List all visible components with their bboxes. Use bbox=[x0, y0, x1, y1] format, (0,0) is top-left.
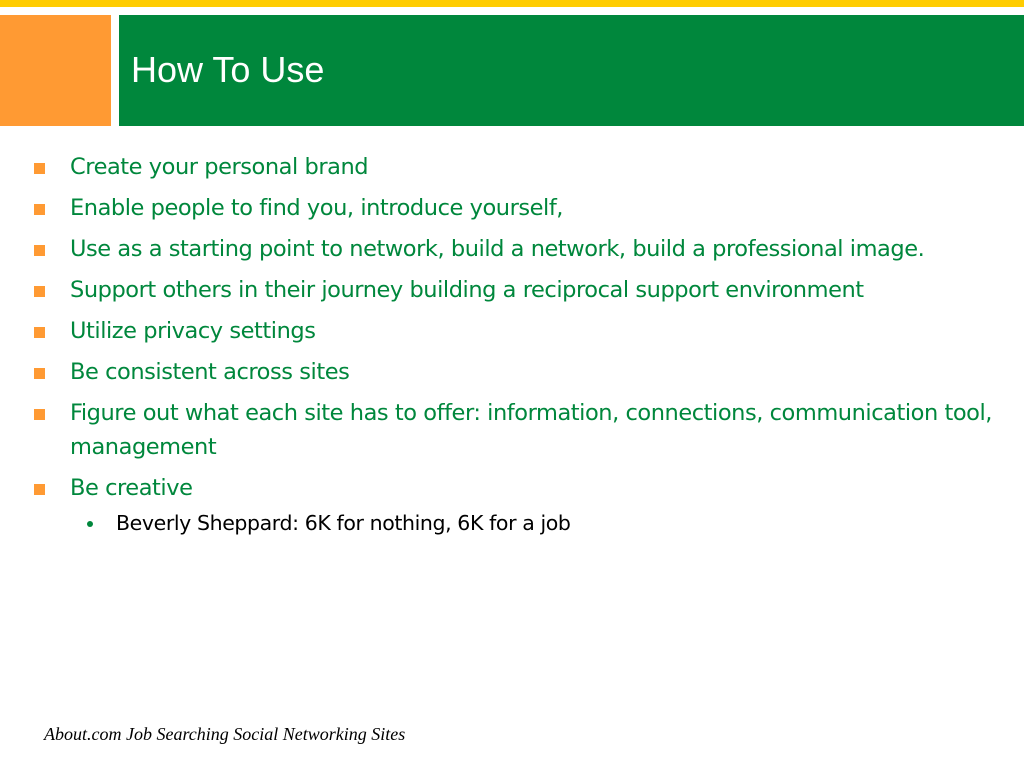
bullet-item bbox=[0, 150, 1024, 184]
slide-title: How To Use bbox=[131, 49, 325, 90]
footer-caption: About.com Job Searching Social Networking Sites bbox=[44, 724, 406, 744]
square-bullet-icon bbox=[34, 409, 45, 420]
square-bullet-icon bbox=[34, 163, 45, 174]
top-accent-stripe bbox=[0, 0, 1024, 7]
square-bullet-icon bbox=[34, 286, 45, 297]
dot-bullet-icon bbox=[87, 521, 93, 527]
square-bullet-icon bbox=[34, 484, 45, 495]
square-bullet-icon bbox=[34, 368, 45, 379]
square-bullet-icon bbox=[34, 204, 45, 215]
bullet-item bbox=[0, 471, 1024, 538]
square-bullet-icon bbox=[34, 327, 45, 338]
bullet-item bbox=[0, 314, 1024, 348]
bullet-item bbox=[0, 355, 1024, 389]
orange-corner-block bbox=[0, 15, 111, 126]
bullet-text: Figure out what each site has to offer: information, connections, communication tool, management bbox=[70, 400, 992, 460]
square-bullet-icon bbox=[34, 245, 45, 256]
sub-bullet-item bbox=[0, 508, 1004, 538]
bullet-text: Utilize privacy settings bbox=[70, 318, 316, 344]
bullet-text: Create your personal brand bbox=[70, 154, 369, 180]
bullet-text: Be creative bbox=[70, 475, 193, 501]
bullet-item bbox=[0, 191, 1024, 225]
bullet-item bbox=[0, 396, 1024, 464]
bullet-text: Enable people to find you, introduce yourself, bbox=[70, 195, 564, 221]
sub-bullet-text: Beverly Sheppard: 6K for nothing, 6K for a job bbox=[116, 511, 571, 535]
bullet-text: Use as a starting point to network, build a network, build a professional image. bbox=[70, 236, 925, 262]
bullet-list bbox=[0, 150, 1024, 545]
sub-bullet-list bbox=[70, 508, 1004, 538]
bullet-text: Support others in their journey building a reciprocal support environment bbox=[70, 277, 864, 303]
bullet-item bbox=[0, 273, 1024, 307]
bullet-item bbox=[0, 232, 1024, 266]
bullet-text: Be consistent across sites bbox=[70, 359, 350, 385]
